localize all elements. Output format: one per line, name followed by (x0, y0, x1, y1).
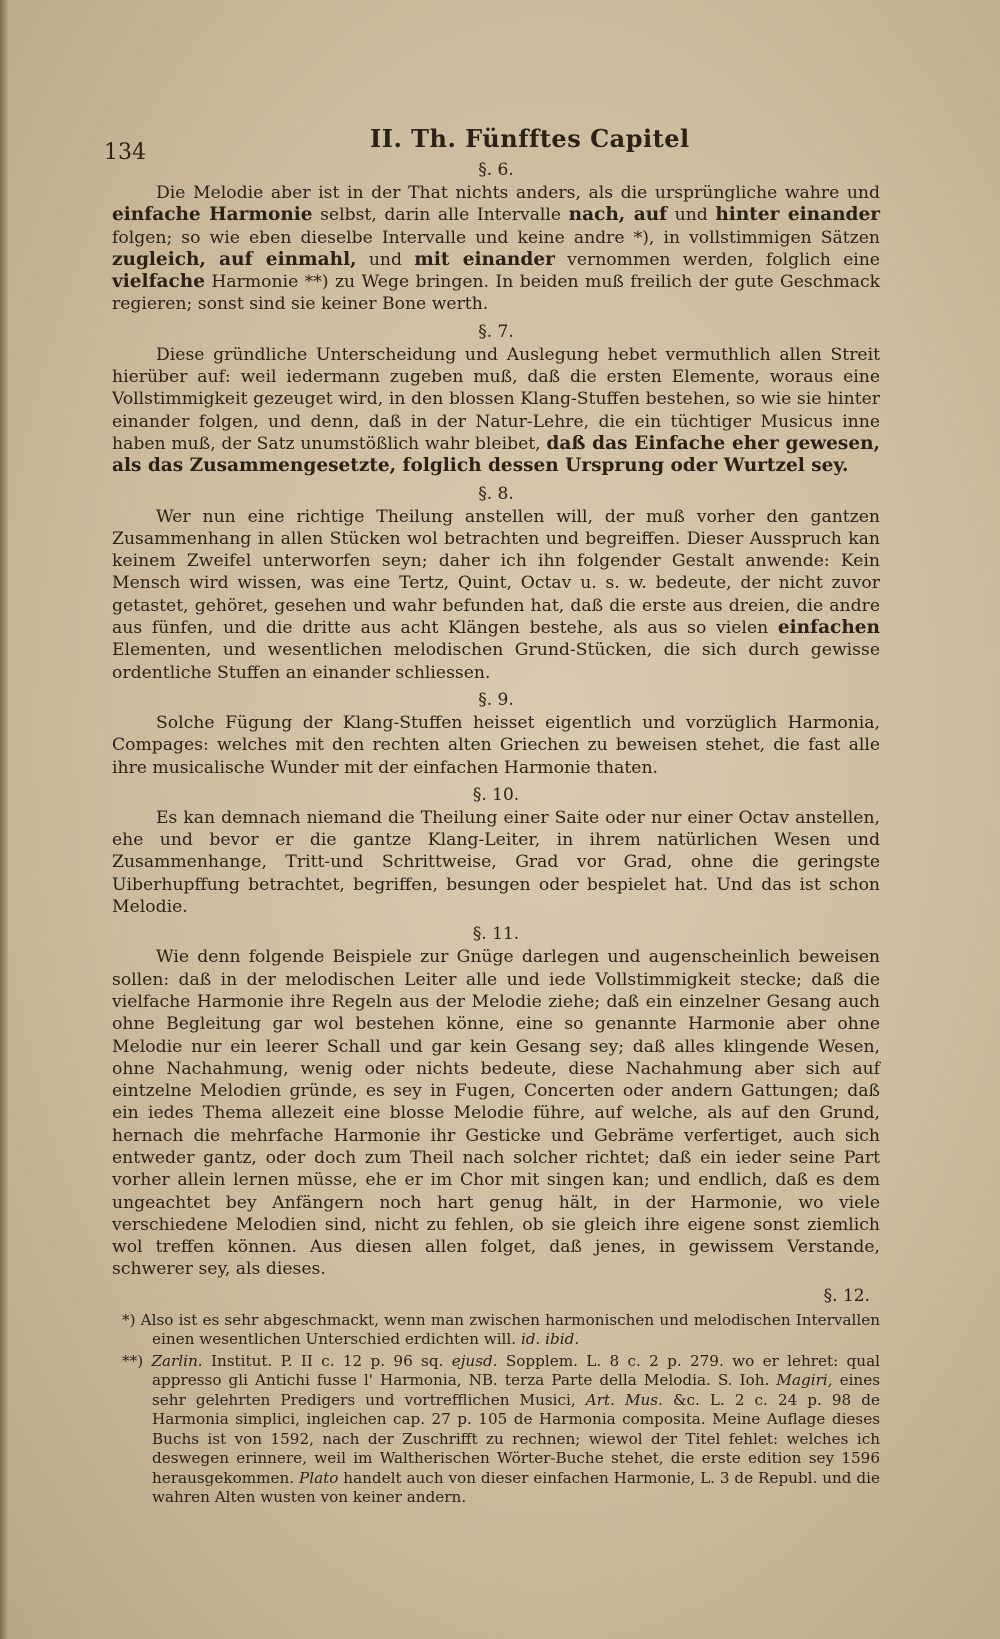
section-paragraph (112, 182, 880, 316)
paragraph-text: Elementen, und wesentlichen melodischen Grund-Stücken, die sich durch gewisse ordentliche Stuffen an einander schliessen. (112, 640, 880, 683)
section-mark: §. 6. (478, 160, 514, 180)
paragraph-text: und (356, 249, 415, 270)
footnote (112, 1352, 880, 1508)
footnotes (112, 1311, 880, 1508)
footnote (112, 1311, 880, 1350)
footnote-italic-text: Magiri, (776, 1371, 833, 1390)
emphasis-text: daß das Einfache eher gewesen, als das Zusammengesetzte, folglich dessen Ursprung oder Wurtzel sey. (112, 432, 880, 477)
footnote-text: Institut. P. II c. 12 p. 96 sq. (202, 1351, 452, 1370)
footnote-text: **) (122, 1351, 152, 1370)
footnote-italic-text: Art. Mus. (585, 1390, 663, 1409)
section-mark: §. 9. (478, 689, 514, 710)
page-gutter (0, 0, 8, 1639)
running-head: II. Th. Fünfftes Capitel (370, 124, 690, 153)
page-body (112, 158, 880, 1510)
paragraph-text: Die Melodie aber ist in der That nichts anders, als die ursprüngliche wahre und (156, 183, 880, 203)
paragraph-text: Solche Fügung der Klang-Stuffen heisset eigentlich und vorzüglich Harmonia, Compages: welches mit den rechten alten Griechen zu beweisen stehet, die fast alle ihre musicalische Wunder mit der einfachen Harmonie thaten. (112, 712, 880, 778)
emphasis-text: zugleich, auf einmahl, (112, 248, 357, 270)
paragraph-text: selbst, darin alle Intervalle (312, 205, 569, 226)
footnote-text: eines sehr gelehrten Predigers und vortrefflichen Musici, (152, 1371, 880, 1409)
paragraph-text: Harmonie **) zu Wege bringen. In beiden muß freilich der gute Geschmack regieren; sonst sind sie keiner Bone werth. (112, 272, 880, 315)
emphasis-text: hinter einander (715, 204, 880, 226)
footnote-text: &c. L. 2 c. 24 p. 98 de Harmonia simplici, ingleichen cap. 27 p. 105 de Harmonia composita. Meine Auflage dieses Buchs ist von 1592, nach der Zuschrifft zu rechnen; wiewol der Titel fehlet: welches ich deswegen erinnere, weil im Waltherischen Wörter-Buche stehet, die erste edition sey 1596 herausgekommen. (152, 1390, 880, 1487)
paragraph-text: folgen; so wie eben dieselbe Intervalle und keine andre *), in vollstimmigen Sätzen (112, 227, 880, 248)
section-mark: §. 11. (472, 924, 520, 945)
section-paragraph (112, 946, 880, 1280)
footnote-italic-text: ejusd. (451, 1351, 498, 1370)
footnote-text: Sopplem. L. 8 c. 2 p. 279. wo er lehret: qual appresso gli Antichi fusse l' Harmonia, NB. terza Parte della Melodia. S. Ioh. (152, 1351, 880, 1390)
emphasis-text: vielfache (112, 271, 206, 293)
footnote-italic-text: id. ibid. (520, 1330, 580, 1349)
page-number: 134 (104, 140, 146, 165)
section-paragraph (112, 506, 880, 684)
section-mark: §. 7. (478, 321, 514, 342)
emphasis-text: nach, auf (568, 204, 668, 226)
footnote-italic-text: Zarlin. (151, 1351, 203, 1370)
paragraph-text: Diese gründliche Unterscheidung und Auslegung hebet vermuthlich allen Streit hierüber auf: weil iedermann zugeben muß, daß die ersten Elemente, woraus eine Vollstimmigkeit gezeuget wird, in den blossen Klang-Stuffen bestehen, so wie sie hinter einander folgen, und denn, daß in der Natur-Lehre, die ein tüchtiger Musicus inne haben muß, der Satz unumstößlich wahr bleibet, (112, 344, 880, 454)
section-paragraph (112, 712, 880, 779)
footnote-text: *) Also ist es sehr abgeschmackt, wenn man zwischen harmonischen und melodischen Intervallen einen wesentlichen Unterschied erdichten will. (122, 1310, 880, 1349)
paragraph-text: Wie denn folgende Beispiele zur Gnüge darlegen und augenscheinlich beweisen sollen: daß in der melodischen Leiter alle und iede Vollstimmigkeit stecke; daß die vielfache Harmonie ihre Regeln aus der Melodie ziehe; daß ein einzelner Gesang auch ohne Begleitung gar wol bestehen könne, eine so genannte Harmonie aber ohne Melodie nur ein leerer Schall und gar kein Gesang sey; daß alles klingende Wesen, ohne Nachahmung, wenig oder nichts bedeute, diese Nachahmung aber sich auf eintzelne Melodien gründe, es sey in Fugen, Concerten oder andern Gattungen; daß ein iedes Thema allezeit eine blosse Melodie führe, auf welche, als auf den Grund, hernach die mehrfache Harmonie ihr Gesticke und Gebräme verfertiget, auch sich entweder gantz, oder doch zum Theil nach solcher richtet; daß ein ieder seine Part vorher allein lernen müsse, ehe er im Chor mit singen kan; und endlich, daß es dem ungeachtet bey Anfängern noch hart genug hält, in der Harmonie, wo viele verschiedene Melodien sind, nicht zu fehlen, ob sie gleich ihre eigene sonst ziemlich wol treffen können. Aus diesen allen folget, daß jenes, in gewissem Verstande, schwerer sey, als dieses. (112, 947, 880, 1280)
section-paragraph (112, 344, 880, 478)
paragraph-text: Wer nun eine richtige Theilung anstellen will, der muß vorher den gantzen Zusammenhang in allen Stücken wol betrachten und begreiffen. Dieser Ausspruch kan keinem Zweifel unterworfen seyn; daher ich ihn folgender Gestalt anwende: Kein Mensch wird wissen, was eine Tertz, Quint, Octav u. s. w. bedeute, der nicht zuvor getastet, gehöret, gesehen und wahr befunden hat, daß die erste aus dreien, die andre aus fünfen, und die dritte aus acht Klängen bestehe, als aus so vielen (112, 506, 880, 639)
emphasis-text: einfachen (777, 617, 880, 639)
section-mark: §. 8. (478, 483, 514, 504)
footnote-text: handelt auch von dieser einfachen Harmonie, L. 3 de Republ. und die wahren Alten wusten von keiner andern. (152, 1468, 880, 1507)
section-paragraph (112, 807, 880, 918)
emphasis-text: mit einander (414, 248, 555, 270)
paragraph-text: Es kan demnach niemand die Theilung einer Saite oder nur einer Octav anstellen, ehe und bevor er die gantze Klang-Leiter, in ihrem natürlichen Wesen und Zusammenhange, Tritt-und Schrittweise, Grad vor Grad, ohne die geringste Uiberhupffung betrachtet, begriffen, besungen oder bespielet hat. Und das ist schon Melodie. (112, 807, 880, 918)
sections-container (112, 158, 880, 1281)
emphasis-text: einfache Harmonie (112, 204, 313, 226)
paragraph-text: und (667, 205, 716, 226)
section-mark: §. 10. (472, 784, 520, 805)
next-section-catchword: §. 12. (823, 1285, 870, 1306)
paragraph-text: vernommen werden, folglich eine (554, 249, 880, 270)
footnote-italic-text: Plato (299, 1468, 339, 1487)
